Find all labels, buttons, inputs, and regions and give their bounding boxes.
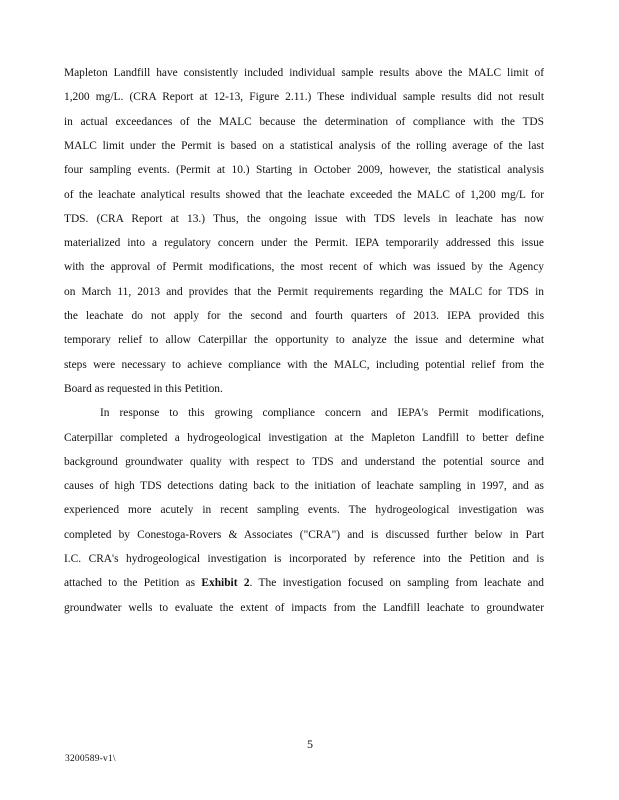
paragraph-line: in actual exceedances of the MALC because the determination of compliance with the TDS	[64, 115, 544, 128]
paragraph-line: MALC limit under the Permit is based on a statistical analysis of the rolling average of the last	[64, 139, 544, 152]
exhibit-reference: Exhibit 2	[201, 577, 250, 590]
paragraph-line: materialized into a regulatory concern under the Permit. IEPA temporarily addressed this issue	[64, 237, 544, 250]
paragraph-line: I.C. CRA's hydrogeological investigation is incorporated by reference into the Petition and is	[64, 553, 544, 565]
paragraph-line: the leachate do not apply for the second and fourth quarters of 2013. IEPA provided this	[64, 310, 544, 322]
paragraph-line: In response to this growing compliance concern and IEPA's Permit modifications,	[100, 407, 544, 420]
paragraph-line: steps were necessary to achieve compliance with the MALC, including potential relief from the	[64, 358, 544, 371]
paragraph-line: TDS. (CRA Report at 13.) Thus, the ongoing issue with TDS levels in leachate has now	[64, 212, 544, 225]
paragraph-line: groundwater wells to evaluate the extent of impacts from the Landfill leachate to groundwater	[64, 601, 544, 614]
paragraph-line: Caterpillar completed a hydrogeological investigation at the Mapleton Landfill to better define	[64, 431, 544, 444]
paragraph-line: of the leachate analytical results showed that the leachate exceeded the MALC of 1,200 mg/L for	[64, 188, 544, 201]
paragraph-line: four sampling events. (Permit at 10.) Starting in October 2009, however, the statistical analysis	[64, 164, 544, 177]
paragraph-line: 1,200 mg/L. (CRA Report at 12-13, Figure 2.11.) These individual sample results did not result	[64, 91, 544, 104]
paragraph-line: causes of high TDS detections dating back to the initiation of leachate sampling in 1997, and as	[64, 480, 544, 493]
paragraph-line-with-exhibit	[64, 576, 544, 590]
paragraph-line: on March 11, 2013 and provides that the Permit requirements regarding the MALC for TDS in	[64, 285, 544, 298]
paragraph-line: completed by Conestoga-Rovers & Associates ("CRA") and is discussed further below in Part	[64, 528, 544, 541]
paragraph-line: Board as requested in this Petition.	[64, 382, 223, 395]
paragraph-line: Mapleton Landfill have consistently included individual sample results above the MALC limit of	[64, 67, 544, 79]
line-text-before: attached to the Petition as	[64, 577, 202, 590]
line-text-after: . The investigation focused on sampling from leachate and	[249, 577, 545, 590]
document-id: 3200589-v1\	[65, 754, 116, 764]
paragraph-line: temporary relief to allow Caterpillar the opportunity to analyze the issue and determine what	[64, 334, 544, 347]
paragraph-line: background groundwater quality with respect to TDS and understand the potential source and	[64, 455, 544, 468]
page-number: 5	[307, 737, 313, 751]
paragraph-line: experienced more acutely in recent sampling events. The hydrogeological investigation was	[64, 504, 544, 517]
paragraph-line: with the approval of Permit modifications, the most recent of which was issued by the Agency	[64, 261, 544, 274]
